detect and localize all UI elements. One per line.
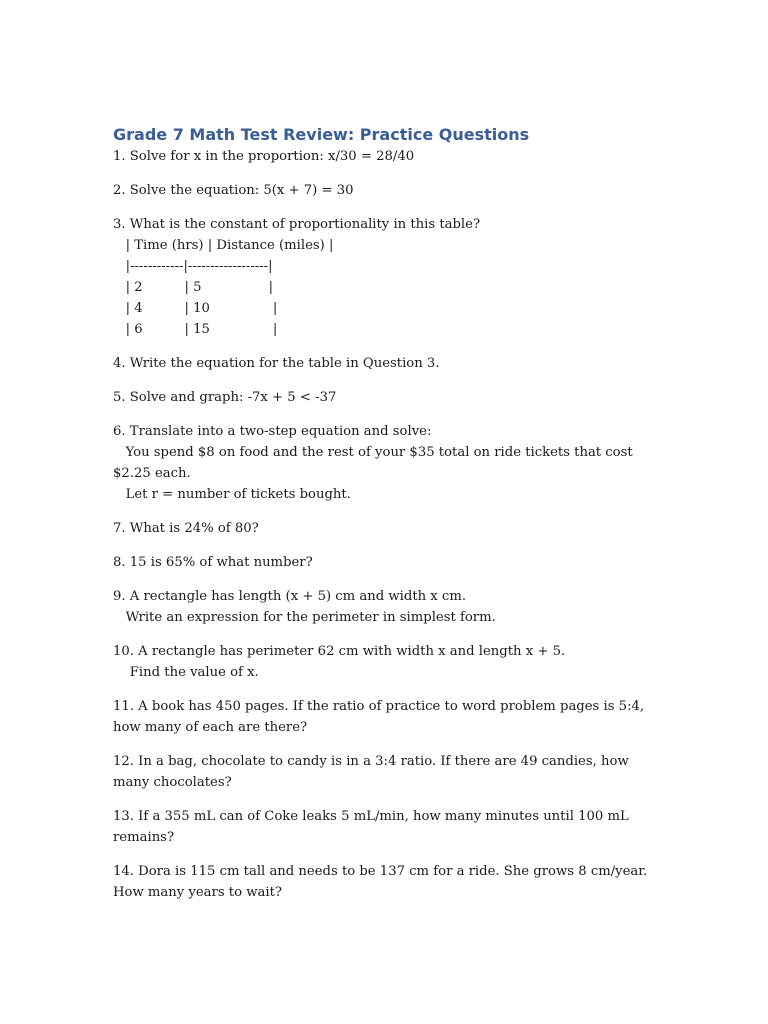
question-item	[113, 353, 658, 374]
question-text: 8. 15 is 65% of what number?	[113, 555, 313, 570]
question-text: 4. Write the equation for the table in Question 3.	[113, 356, 440, 371]
spacer	[113, 201, 658, 214]
question-item	[113, 518, 658, 539]
spacer	[113, 738, 658, 751]
question-item	[113, 214, 658, 340]
question-item	[113, 806, 658, 848]
question-text: 1. Solve for x in the proportion: x/30 = 28/40	[113, 149, 415, 164]
spacer	[113, 539, 658, 552]
question-text: 9. A rectangle has length (x + 5) cm and width x cm.	[113, 589, 467, 604]
question-subline: Write an expression for the perimeter in simplest form.	[113, 610, 496, 625]
question-item	[113, 387, 658, 408]
spacer	[113, 167, 658, 180]
question-text: 10. A rectangle has perimeter 62 cm with width x and length x + 5.	[113, 644, 566, 659]
question-subline: Find the value of x.	[113, 665, 259, 680]
question-text: 3. What is the constant of proportionality in this table?	[113, 217, 481, 232]
question-subline: Let r = number of tickets bought.	[113, 487, 351, 502]
question-item	[113, 751, 658, 793]
question-text: 11. A book has 450 pages. If the ratio of practice to word problem pages is 5:4, how many of each are there?	[113, 699, 649, 735]
spacer	[113, 505, 658, 518]
question-item	[113, 552, 658, 573]
question-text: 12. In a bag, chocolate to candy is in a 3:4 ratio. If there are 49 candies, how many chocolates?	[113, 754, 633, 790]
question-item	[113, 586, 658, 628]
spacer	[113, 683, 658, 696]
document-page	[113, 124, 658, 903]
question-item	[113, 696, 658, 738]
question-item	[113, 641, 658, 683]
question-text: 7. What is 24% of 80?	[113, 521, 259, 536]
question-item	[113, 146, 658, 167]
question-subline: | 6 | 15 |	[113, 322, 278, 337]
question-item	[113, 421, 658, 505]
question-text: 2. Solve the equation: 5(x + 7) = 30	[113, 183, 354, 198]
question-subline: | 2 | 5 |	[113, 280, 274, 295]
question-subline: | 4 | 10 |	[113, 301, 278, 316]
question-text: 5. Solve and graph: -7x + 5 < -37	[113, 390, 337, 405]
question-item	[113, 861, 658, 903]
spacer	[113, 848, 658, 861]
spacer	[113, 408, 658, 421]
question-text: 14. Dora is 115 cm tall and needs to be 137 cm for a ride. She grows 8 cm/year. How many years to wait?	[113, 864, 652, 900]
spacer	[113, 340, 658, 353]
spacer	[113, 793, 658, 806]
spacer	[113, 573, 658, 586]
page-title: Grade 7 Math Test Review: Practice Questions	[113, 125, 530, 144]
question-list	[113, 146, 658, 903]
question-subline: | Time (hrs) | Distance (miles) |	[113, 238, 334, 253]
question-item	[113, 180, 658, 201]
spacer	[113, 374, 658, 387]
spacer	[113, 628, 658, 641]
question-text: 6. Translate into a two-step equation and solve:	[113, 424, 432, 439]
question-subline: You spend $8 on food and the rest of your $35 total on ride tickets that cost $2.25 each.	[113, 445, 637, 481]
question-subline: |------------|------------------|	[113, 259, 273, 274]
question-text: 13. If a 355 mL can of Coke leaks 5 mL/min, how many minutes until 100 mL remains?	[113, 809, 633, 845]
